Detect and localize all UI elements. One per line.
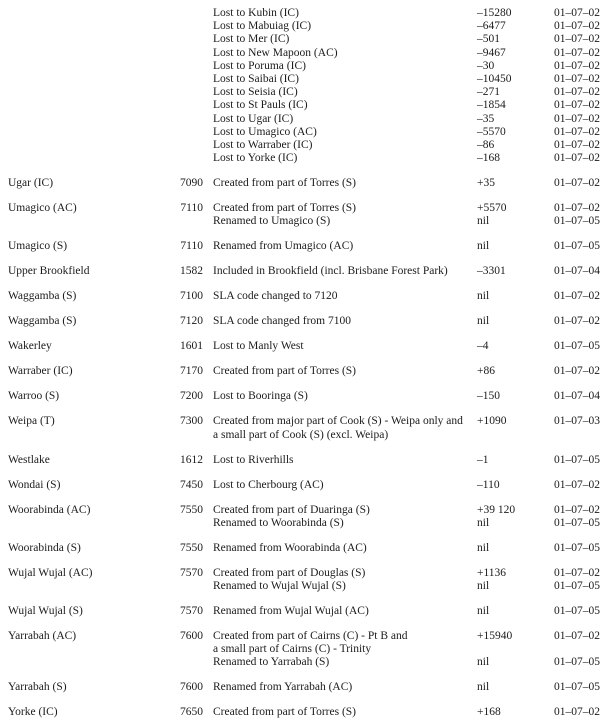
entry-code: 7100: [180, 290, 203, 303]
event-date: 01–07–02: [554, 99, 600, 112]
event-description: Renamed to Yarrabah (S): [213, 656, 330, 669]
entry-name: Yarrabah (AC): [8, 630, 77, 643]
table-block: [8, 365, 605, 378]
table-row: [8, 290, 605, 303]
entry-code: 7110: [180, 202, 203, 215]
event-date: 01–07–05: [554, 240, 600, 253]
event-date: 01–07–02: [554, 365, 600, 378]
event-description: Renamed from Woorabinda (AC): [213, 541, 367, 554]
table-block: [8, 479, 605, 492]
table-block: [8, 290, 605, 303]
event-description: SLA code changed from 7100: [213, 315, 351, 328]
event-value: –15280: [477, 7, 512, 19]
event-value: –10450: [477, 73, 512, 86]
entry-code: 7550: [180, 541, 203, 554]
table-block: [8, 706, 605, 719]
event-description: Lost to Kubin (IC): [213, 7, 299, 19]
event-value: nil: [477, 290, 490, 303]
event-value: +1090: [477, 415, 507, 428]
entry-name: Woorabinda (AC): [8, 503, 91, 516]
event-date: 01–07–02: [554, 7, 600, 19]
table-block: [8, 504, 605, 530]
table-row: [8, 415, 605, 428]
event-date: 01–07–05: [554, 453, 600, 466]
table-row: [8, 126, 605, 139]
event-description: Created from part of Torres (S): [213, 706, 357, 719]
entry-name: Yorke (IC): [8, 706, 58, 719]
event-value: nil: [477, 215, 490, 228]
event-description: Created from part of Douglas (S): [213, 566, 366, 579]
event-description: Lost to Cherbourg (AC): [213, 478, 324, 491]
event-date: 01–07–02: [554, 139, 600, 152]
table-block: [8, 177, 605, 190]
entry-name: Warraber (IC): [8, 365, 73, 378]
event-value: nil: [477, 605, 490, 618]
table-row: [8, 33, 605, 46]
table-row: [8, 152, 605, 165]
event-value: +39 120: [477, 503, 516, 516]
table-row: [8, 240, 605, 253]
entry-code: 7120: [180, 315, 203, 328]
event-value: nil: [477, 580, 490, 593]
event-date: 01–07–03: [554, 415, 600, 428]
event-description: Lost to Yorke (IC): [213, 152, 298, 165]
event-date: 01–07–02: [554, 706, 600, 719]
event-value: nil: [477, 681, 490, 694]
event-description: Renamed to Wujal Wujal (S): [213, 580, 346, 593]
event-date: 01–07–02: [554, 315, 600, 328]
event-value: –5570: [477, 125, 506, 138]
event-date: 01–07–05: [554, 516, 600, 529]
table-row: [8, 86, 605, 99]
entry-name: Warroo (S): [8, 390, 60, 403]
entry-code: 7650: [180, 706, 203, 719]
event-description: Renamed from Yarrabah (AC): [213, 681, 353, 694]
table-block: [8, 340, 605, 353]
event-date: 01–07–05: [554, 580, 600, 593]
event-description: Created from part of Duaringa (S): [213, 503, 370, 516]
event-description: Lost to Seisia (IC): [213, 86, 298, 99]
event-description: Created from major part of Cook (S) - Weipa only and: [213, 415, 463, 428]
table-block: [8, 542, 605, 555]
event-date: 01–07–05: [554, 541, 600, 554]
entry-code: 7570: [180, 566, 203, 579]
table-row: [8, 47, 605, 60]
table-row: [8, 542, 605, 555]
event-date: 01–07–02: [554, 46, 600, 59]
event-date: 01–07–04: [554, 390, 600, 403]
entry-name: Waggamba (S): [8, 315, 77, 328]
entry-code: 7090: [180, 177, 203, 190]
event-value: +1136: [477, 566, 507, 579]
event-description: Created from part of Torres (S): [213, 202, 357, 215]
event-value: –3301: [477, 265, 506, 278]
event-value: –501: [477, 33, 500, 46]
event-value: +5570: [477, 202, 507, 215]
event-value: –1: [477, 453, 489, 466]
event-date: 01–07–02: [554, 202, 600, 215]
event-date: 01–07–05: [554, 656, 600, 669]
entry-name: Umagico (AC): [8, 202, 77, 215]
event-description: Lost to Poruma (IC): [213, 59, 306, 72]
entry-name: Wujal Wujal (AC): [8, 566, 93, 579]
entry-code: 7170: [180, 365, 203, 378]
event-date: 01–07–05: [554, 340, 600, 353]
entry-name: Umagico (S): [8, 240, 68, 253]
event-value: nil: [477, 541, 490, 554]
event-date: 01–07–02: [554, 503, 600, 516]
table-row: [8, 390, 605, 403]
event-value: –86: [477, 139, 495, 152]
event-date: 01–07–05: [554, 215, 600, 228]
event-value: +15940: [477, 630, 513, 643]
table-row: [8, 60, 605, 73]
table-row: [8, 73, 605, 86]
table-row: [8, 656, 605, 669]
event-description: Created from part of Torres (S): [213, 177, 357, 190]
event-description: Included in Brookfield (incl. Brisbane Forest Park): [213, 265, 448, 278]
event-date: 01–07–02: [554, 566, 600, 579]
table-block: [8, 240, 605, 253]
event-date: 01–07–02: [554, 33, 600, 46]
table-row: [8, 340, 605, 353]
entry-name: Ugar (IC): [8, 177, 54, 190]
event-description: Renamed to Woorabinda (S): [213, 516, 344, 529]
event-date: 01–07–02: [554, 20, 600, 33]
event-description: SLA code changed to 7120: [213, 290, 338, 303]
event-description: Lost to Manly West: [213, 340, 304, 353]
table-row: [8, 202, 605, 215]
entry-name: Weipa (T): [8, 415, 55, 428]
table-row: [8, 99, 605, 112]
entry-code: 1582: [180, 265, 203, 278]
event-value: +86: [477, 365, 495, 378]
entry-name: Wujal Wujal (S): [8, 605, 83, 618]
entry-code: 7200: [180, 390, 203, 403]
event-description: a small part of Cook (S) (excl. Weipa): [213, 428, 389, 441]
entry-code: 7300: [180, 415, 203, 428]
event-description: a small part of Cairns (C) - Trinity: [213, 643, 372, 656]
event-value: –30: [477, 59, 495, 72]
table-block: [8, 454, 605, 467]
table-block: [8, 390, 605, 403]
event-value: nil: [477, 656, 490, 669]
event-date: 01–07–02: [554, 630, 600, 643]
table-row: [8, 215, 605, 228]
event-value: nil: [477, 516, 490, 529]
event-description: Lost to Saibai (IC): [213, 73, 299, 86]
entry-name: Waggamba (S): [8, 290, 77, 303]
table-row: [8, 605, 605, 618]
entry-code: 7450: [180, 478, 203, 491]
event-date: 01–07–02: [554, 152, 600, 165]
table-block: [8, 415, 605, 441]
table-row: [8, 315, 605, 328]
event-date: 01–07–05: [554, 605, 600, 618]
entry-code: 1612: [180, 453, 203, 466]
table-row: [8, 20, 605, 33]
table-row: [8, 630, 605, 643]
entry-code: 7600: [180, 681, 203, 694]
event-description: Renamed from Umagico (AC): [213, 240, 354, 253]
event-description: Lost to New Mapoon (AC): [213, 46, 338, 59]
table-row: [8, 177, 605, 190]
event-date: 01–07–02: [554, 86, 600, 99]
entry-name: Wondai (S): [8, 478, 61, 491]
event-description: Lost to Mer (IC): [213, 33, 290, 46]
table-row: [8, 479, 605, 492]
event-date: 01–07–02: [554, 125, 600, 138]
entry-code: 1601: [180, 340, 203, 353]
event-date: 01–07–02: [554, 478, 600, 491]
table-row: [8, 504, 605, 517]
table-row: [8, 517, 605, 530]
table-row: [8, 706, 605, 719]
event-description: Lost to St Pauls (IC): [213, 99, 308, 112]
entry-name: Wakerley: [8, 340, 52, 353]
entry-code: 7600: [180, 630, 203, 643]
table-row: [8, 113, 605, 126]
event-value: –4: [477, 340, 489, 353]
event-value: nil: [477, 315, 490, 328]
event-description: Lost to Ugar (IC): [213, 112, 294, 125]
table-block: [8, 265, 605, 278]
table-row: [8, 567, 605, 580]
event-description: Lost to Riverhills: [213, 453, 294, 466]
event-description: Lost to Warraber (IC): [213, 139, 313, 152]
event-value: +35: [477, 177, 495, 190]
table-block: [8, 567, 605, 593]
event-value: –110: [477, 478, 500, 491]
table-block: [8, 315, 605, 328]
event-description: Lost to Mabuiag (IC): [213, 20, 312, 33]
table-row: [8, 265, 605, 278]
table-block: [8, 7, 605, 165]
table-row: [8, 454, 605, 467]
entry-name: Westlake: [8, 453, 50, 466]
table-block: [8, 605, 605, 618]
entry-name: Woorabinda (S): [8, 541, 81, 554]
event-value: –271: [477, 86, 500, 99]
event-date: 01–07–02: [554, 59, 600, 72]
event-value: –150: [477, 390, 500, 403]
event-description: Renamed to Umagico (S): [213, 215, 331, 228]
event-description: Lost to Umagico (AC): [213, 125, 317, 138]
entry-code: 7550: [180, 503, 203, 516]
event-date: 01–07–02: [554, 177, 600, 190]
table-row: [8, 643, 605, 656]
entry-name: Upper Brookfield: [8, 265, 90, 278]
table-block: [8, 681, 605, 694]
event-description: Created from part of Cairns (C) - Pt B and: [213, 630, 408, 643]
entry-code: 7570: [180, 605, 203, 618]
event-date: 01–07–02: [554, 112, 600, 125]
table-row: [8, 580, 605, 593]
entry-name: Yarrabah (S): [8, 681, 67, 694]
event-date: 01–07–05: [554, 681, 600, 694]
event-value: +168: [477, 706, 501, 719]
table-row: [8, 429, 605, 442]
event-value: –35: [477, 112, 495, 125]
table-row: [8, 7, 605, 20]
event-description: Lost to Booringa (S): [213, 390, 308, 403]
event-date: 01–07–02: [554, 73, 600, 86]
table-block: [8, 202, 605, 228]
event-value: –168: [477, 152, 500, 165]
event-value: –9467: [477, 46, 506, 59]
entry-code: 7110: [180, 240, 203, 253]
table-block: [8, 630, 605, 670]
event-date: 01–07–02: [554, 290, 600, 303]
table-row: [8, 365, 605, 378]
event-value: –1854: [477, 99, 506, 112]
table-row: [8, 681, 605, 694]
event-value: nil: [477, 240, 490, 253]
event-date: 01–07–04: [554, 265, 600, 278]
event-value: –6477: [477, 20, 506, 33]
event-description: Renamed from Wujal Wujal (AC): [213, 605, 369, 618]
table-row: [8, 139, 605, 152]
event-description: Created from part of Torres (S): [213, 365, 357, 378]
